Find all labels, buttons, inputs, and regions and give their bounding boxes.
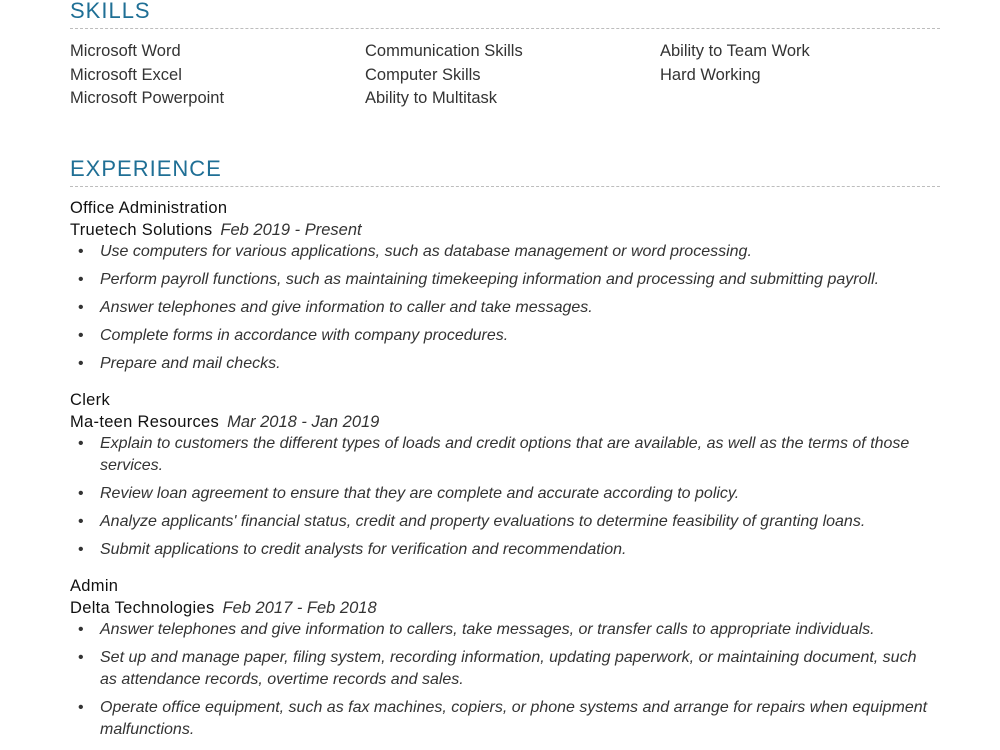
skill-item: Microsoft Word bbox=[70, 42, 181, 60]
job-bullet: • Use computers for various applications, such as database management or word processing. bbox=[70, 241, 930, 263]
job-title: Admin bbox=[70, 576, 119, 595]
job-company-line bbox=[70, 597, 940, 619]
job-bullet: • Answer telephones and give information to caller and take messages. bbox=[70, 297, 930, 319]
job-dates: Feb 2019 - Present bbox=[220, 220, 362, 239]
job-bullet: • Submit applications to credit analysts for verification and recommendation. bbox=[70, 539, 930, 561]
job-bullet: • Prepare and mail checks. bbox=[70, 353, 930, 375]
job-bullet: • Set up and manage paper, filing system, recording information, updating paperwork, or maintaining document, such as attendance records, overtime records and sales. bbox=[70, 647, 930, 691]
job-entry-admin bbox=[70, 575, 940, 741]
skills-heading: SKILLS bbox=[70, 0, 940, 29]
company-name: Ma-teen Resources bbox=[70, 412, 220, 431]
job-bullet: • Operate office equipment, such as fax machines, copiers, or phone systems and arrange for repairs when equipment malfunctions. bbox=[70, 697, 930, 741]
skills-column-2 bbox=[365, 40, 660, 111]
skill-item: Microsoft Excel bbox=[70, 65, 182, 84]
skill-item: Ability to Multitask bbox=[365, 89, 498, 107]
skill-item: Ability to Team Work bbox=[660, 42, 810, 60]
job-dates: Mar 2018 - Jan 2019 bbox=[227, 412, 380, 431]
job-entry-office-administration bbox=[70, 197, 940, 375]
job-title: Clerk bbox=[70, 390, 111, 409]
skill-item: Microsoft Powerpoint bbox=[70, 89, 225, 107]
job-bullets bbox=[70, 619, 940, 741]
job-entry-clerk bbox=[70, 389, 940, 561]
job-bullet: • Explain to customers the different types of loads and credit options that are available, as well as the terms of those services. bbox=[70, 433, 930, 477]
job-bullet: • Analyze applicants' financial status, credit and property evaluations to determine feasibility of granting loans. bbox=[70, 511, 930, 533]
skills-column-3 bbox=[660, 40, 940, 111]
experience-heading: EXPERIENCE bbox=[70, 156, 940, 187]
job-title: Office Administration bbox=[70, 198, 228, 217]
company-name: Truetech Solutions bbox=[70, 220, 213, 239]
skill-item: Communication Skills bbox=[365, 42, 523, 60]
job-bullet: • Complete forms in accordance with company procedures. bbox=[70, 325, 930, 347]
skills-column-1 bbox=[70, 40, 365, 111]
job-bullets bbox=[70, 241, 940, 375]
skill-item: Computer Skills bbox=[365, 65, 481, 84]
resume-page bbox=[70, 0, 940, 747]
company-name: Delta Technologies bbox=[70, 598, 215, 617]
job-bullet: • Perform payroll functions, such as maintaining timekeeping information and processing and submitting payroll. bbox=[70, 269, 930, 291]
job-bullets bbox=[70, 433, 940, 561]
job-bullet: • Answer telephones and give information to callers, take messages, or transfer calls to appropriate individuals. bbox=[70, 619, 930, 641]
skill-item: Hard Working bbox=[660, 65, 761, 84]
job-bullet: • Review loan agreement to ensure that they are complete and accurate according to policy. bbox=[70, 483, 930, 505]
job-company-line bbox=[70, 219, 940, 241]
job-dates: Feb 2017 - Feb 2018 bbox=[222, 598, 377, 617]
job-company-line bbox=[70, 411, 940, 433]
skills-grid bbox=[70, 40, 940, 111]
